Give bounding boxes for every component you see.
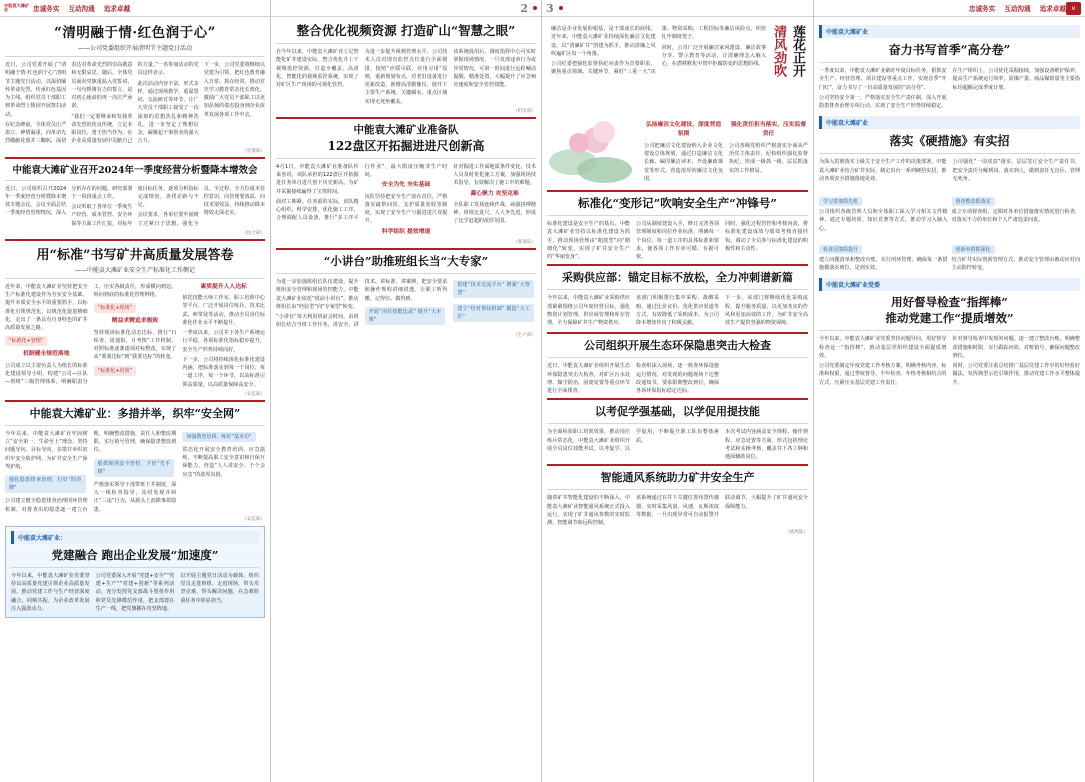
page-number-group-2 xyxy=(520,2,537,15)
p1-bottom-section: 中能袁大滩矿业： xyxy=(11,531,259,544)
p4-card-tag-2: 检查反馈抓提升 xyxy=(819,245,862,254)
p1-bottom-title: 党建融合 跑出企业发展“加速度” xyxy=(51,547,219,562)
p1-news2-byline: （综合部） xyxy=(242,230,265,236)
masthead-p2 xyxy=(271,0,541,17)
p1-feature-body: 近年来，中能袁大滩矿业坚持把安全生产标准化建设作为夯实安全基础、提升本质安全水平的重要抓手，以标准化引领规范化，以规范化促进精细化，走出了一条具有自身特色的矿井高质量发展之路。 “标准化+管理” 机制健全规范落地 公司成立以主要负责人为组长的标准化建设领导小组，构建“公司—区队—班组”三级管理体系，明确职责分工，压实各级责任，形成横向到边、纵向到底的标准化管理网络。 “标准化+现场” 精益求精追求极致 坚持现场标准化动态达标，推行“日检查、周通报、月考核”工作机制，对照标准逐条逐项对标整改，实现了从“要我达标”到“我要达标”的转变。 “标准化+培训” 素质提升人人达标 依托技能大师工作室、职工培训中心等平台，广泛开展岗位练兵、技术比武、师带徒等活动，推动全员岗位标准化作业水平不断提升。 一季度以来，公司井下各生产系统运行平稳，各项标准化指标稳步提升，安全生产形势持续向好。 下一步，公司将持续深化标准化建设内涵，把标准落实到每一个岗位、每一道工序、每一个环节，以高标准引领高质量，以高质量保障高安全。 xyxy=(5,283,265,388)
p2-news2-tag-1: 搭建“技术交流平台” 增强“大智慧” xyxy=(453,280,534,298)
p2-news1-byline: （准备队） xyxy=(513,240,536,246)
p4-p3-body: 今年以来，中能袁大滩矿业党委坚持问题导向，用好督导检查这一“指挥棒”，推动基层党组织建设全面提质增效。 公司党委制定年度党建工作考核方案，明确考核内容、标准和权重，通过季度督导、半年检查、年终考核相结合的方式，压紧压实基层党建工作责任。 针对督导检查中发现的问题，逐一建立整改台账，明确整改措施和时限，实行跟踪问效、对账销号，确保问题整改到位。 同时，公司党委注重总结推广基层党建工作中的好经验好做法，发挥典型示范引领作用，推动党建工作水平整体提升。 xyxy=(819,336,1080,386)
p3-lead-body: 廉洁是企业发展的根基，是干部成长的底线。近年来，中能袁大滩矿业持续深化廉洁文化建设，以“清廉矿井”创建为抓手，推动清廉之风吹遍矿区每一个角落。 公司纪委把强化监督执纪问责作为首要职责，聚焦重点领域、关键环节，紧盯“三重一大”决策、物资采购、工程招标等廉洁风险点，织密扎牢制度笼子。 同时，公司广泛开展廉洁家风建设、廉洁故事分享、警示教育等活动，让清廉理念入脑入心，在潜移默化中筑牢拒腐防变的思想防线。 xyxy=(551,26,767,76)
p1-news2-body: 近日，公司组织召开2024年一季度经营分析暨降本增效专题会议。会议全面总结一季度经营管理情况，深入分析存在的问题，研究部署下一阶段重点工作。 会议听取了各单位一季度生产经营、成本管控、安全环保等方面工作汇报，对标年度目标任务，逐项分析指标完成情况，查找差距与不足。 会议要求，各单位要牢固树立过紧日子思想，强化全员、全过程、全方位成本管控意识，向管理要效益、向技术要效益，持续推动降本增效走深走实。 xyxy=(5,185,265,227)
p1-lead-body: 近日，公司党委开展了“清明融于情·红色润于心”清明节主题党日活动，以深切缅怀革命先烈、传承红色基因为主线，组织党员干部职工到革命烈士陵园开展祭扫活动。 在纪念碑前，全体党员庄严肃立、神情凝重，向革命先烈敬献花篮并三鞠躬，深切表达对革命先烈的崇高敬意和无限哀思。随后，全体党员面向党旗重温入党誓词，一句句铿锵有力的誓言，是对初心使命的再一次庄严承诺。 “我们一定要继承和发扬革命先烈的优良传统，立足本职岗位，勇于担当作为，在企业高质量发展中贡献自己的力量。”一名参加活动的党员这样表示。 此次活动内容丰富、形式多样，通过现场教学、重温誓词、交流研讨等环节，让广大党员干部职工接受了一次深刻的思想洗礼和精神洗礼，进一步坚定了理想信念，凝聚起干事创业的强大合力。 下一步，公司党委将继续以党建为引领，把红色教育融入日常、抓在经常，推动党史学习教育常态化长效化，激励广大党员干部职工以更加昂扬的姿态投身到企业改革发展各项工作中去。 xyxy=(5,62,265,145)
p1-news3-tag-1: 狠抓现场安全管控，下好“先手棋” xyxy=(94,459,175,477)
p1-bottom-banner xyxy=(5,526,265,618)
page-number-group-3 xyxy=(546,2,563,15)
p4-sec2: 中能袁大滩矿业 xyxy=(819,116,1080,129)
slogan-1-p4: 忠诚务实 xyxy=(968,5,996,13)
slogan-3-p4: 追求卓越 xyxy=(1039,5,1066,13)
p2-lead-byline: （机电部） xyxy=(513,108,536,114)
page-dot-icon xyxy=(559,6,563,10)
p3-s1-title: 标准化“变形记”吹响安全生产“冲锋号” xyxy=(578,196,777,210)
p1-news3-title: 中能袁大滩矿业：多措并举，织牢“安全网” xyxy=(29,406,241,420)
slogan-2: 互动沟通 xyxy=(68,5,95,13)
p2-news1-tag-2: 凝心聚力 攻坚克难 xyxy=(470,190,519,197)
p4-sec3: 中能袁大滩矿业党委 xyxy=(819,278,1080,291)
p2-lead-title: 整合优化视频资源 打造矿山“智慧之眼” xyxy=(296,23,516,38)
masthead-slogans-p4 xyxy=(969,3,1066,13)
page-number-3: 3 xyxy=(546,1,554,15)
p1-feature-byline: （安监部） xyxy=(242,391,265,397)
p4-card-tag-3: 创新举措抓深化 xyxy=(952,245,995,254)
p3-highlight-1: 弘扬廉洁文化建设，深度营造氛围 公司把廉洁文化建设纳入企业文化建设总体规划，通过打造廉洁文化长廊、编印廉洁读本、开设廉政课堂等形式，营造浓厚的廉洁文化氛围。 强化责任担当落实，压实监督责任 公司各级党组织严格落实全面从严治党主体责任，纪检组织强化监督执纪，形成一级抓一级、层层抓落实的工作格局。 xyxy=(644,122,808,182)
p3-s4-body: 为全面检验职工培训效果，推动岗位练兵常态化，中能袁大滩矿业组织开展全员岗位技能考试，以考促学、以学促用，不断提升职工队伍整体素质。 本次考试内容涵盖安全规程、操作规程、应急处置等方面，形式包括理论考试和实操考核，覆盖井下各工种和地面辅助岗位。 xyxy=(547,429,808,460)
p4-t3: 用好督导检查“指挥棒” xyxy=(891,295,1008,310)
page-dot-icon xyxy=(533,6,537,10)
lotus-illustration xyxy=(547,121,639,187)
p1-news2-title: 中能袁大滩矿业召开2024年一季度经营分析暨降本增效会 xyxy=(12,164,258,176)
slogan-2-p4: 互动沟通 xyxy=(1004,5,1031,13)
page-number-2: 2 xyxy=(520,1,528,15)
p1-feature-tag-0: “标准化+管理” xyxy=(5,336,47,346)
p1-news3-body: 今年以来，中能袁大滩矿业牢固树立“安全第一、生命至上”理念，坚持问题导向、目标导向，多措并举织密织牢安全防护网，为矿井安全生产保驾护航。 强化隐患排查治理，打好“防范牌” 公司建立健全隐患排查治理闭环管理机制，对排查出的隐患逐一建立台账，明确整改措施、责任人和整改期限，实行销号管理，确保隐患整改到位。 狠抓现场安全管控，下好“先手棋” 严格落实领导干部带班下井制度，深入一线检查指导，及时发现并纠正“三违”行为，从源头上消除事故隐患。 加强教育培训，练好“基本功” 常态化开展安全教育培训、应急演练，不断提高职工安全意识和自保互保能力，营造“人人讲安全、个个会应急”的浓厚氛围。 xyxy=(5,430,265,513)
p2-news2-body: 为进一步加强班组长队伍建设，提升班组安全管理和现场管控能力，中能袁大滩矿业依托“班前小讲台”，推动班组长由“经验型”向“专家型”转变。 “小讲台”每天利用班前会时间，由班组长结合当班工作任务，讲安全、讲技术、讲标准、讲案例，把安全要求和操作规程讲细讲透，让职工听得懂、记得住、做得到。 开展“岗位技能比武” 提升“大本领” 搭建“技术交流平台” 增强“大智慧” 建立“结对帮扶机制” 锻造“大工匠” xyxy=(276,278,536,330)
p4-t1: 奋力书写首季“高分卷” xyxy=(888,43,1011,57)
p2-lead-body: 自今年以来，中能袁大滩矿业立足智能化矿井建设实际，整合优化井上下视频监控资源，打造全覆盖、高清化、智能化的视频监控系统，实现了对矿区生产现场的可视化管控。 为进一步提升视频管理水平，公司技术人员对现有监控点位进行全面摸排，按照“应联尽联、应用尽用”原则，重新规划布点，对老旧设备进行更新改造，新增高清摄像仪，使井下主要生产系统、关键硐室、重点区域实现无死角覆盖。 该系统投用后，调度指挥中心可实时掌握现场情况，一旦发现违章行为或异常情况，可第一时间进行远程喊话提醒、精准处置，大幅提升了应急响应速度和安全管控效能。 xyxy=(276,49,536,105)
p4-card-tag-0: 学习贯彻抓先机 xyxy=(819,197,862,206)
masthead-p4 xyxy=(814,0,1085,17)
p3-s2-body: 今年以来，中能袁大滩矿业采购供应部紧紧围绕公司年度经营目标，强化物资计划管理、供应商管理和库存管理，全力保障矿井生产物资供应。 该部门积极推行集中采购、战略采购，通过比价议价、优化供应渠道等方式，有效降低了采购成本，为公司降本增效作出了积极贡献。 下一步，该部门将继续优化采购流程，提升服务质量，以更加务实的作风和更加高效的工作，为矿井安全高效生产提供坚强的物资保障。 xyxy=(547,295,808,326)
p1-news3-tag-2: 加强教育培训，练好“基本功” xyxy=(182,432,255,442)
p1-bottom-body: 今年以来，中能袁大滩矿业党委坚持以高质量党建引领企业高质量发展，推动党建工作与生产经营深度融合、同频共振，为企业改革发展注入强劲动力。 公司党委深入开展“党建+安全”“党建+生产”“党建+创新”等系列活动，充分发挥党支部战斗堡垒作用和党员先锋模范作用，把支部建在生产一线，把党旗插在攻坚阵地。 以开展主题党日活动为载体，组织党员走进班组、走进现场，带头攻坚克难，带头解决问题，在急难险重任务中彰显担当。 xyxy=(11,572,259,612)
p3-poem-header xyxy=(547,21,808,121)
p1-feature-head-0: 机制健全规范落地 xyxy=(23,351,70,358)
p2-news1-title: 中能袁大滩矿业准备队 xyxy=(353,123,459,136)
p4-sec1: 中能袁大滩矿业 xyxy=(819,25,1080,38)
slogan-3: 追求卓越 xyxy=(103,5,131,13)
p2-news1-body: 4月1日，中能袁大滩矿业准备队传来喜讯，该队承担的122盘区开拓掘进任务单月进尺创下历史新高，为矿井采掘接续赢得了宝贵时间。 面对工期紧、任务重的实际，该队精心组织、科学安排，优化施工工序，合理调配人员设备，推行“多工序平行作业”，最大限度压缩非生产时间。 安全为先 夯实基础 该队坚持把安全生产放在首位，严格落实敲帮问顶、支护质量验收等制度，实现了安全生产与掘进进尺双提升。 科学组织 提效增速 针对掘进工作面地质条件变化，技术人员及时优化施工方案，加强现场技术指导，有效解决了施工中的难题。 凝心聚力 攻坚克难 全队职工发扬连续作战、顽强拼搏精神，班班比进尺、人人争先进，形成了比学赶超的浓厚氛围。 xyxy=(276,163,536,237)
p1-feature-title: 用“标准”书写矿井高质量发展答卷 xyxy=(36,247,234,263)
p2-news1-tag-1: 科学组织 提效增速 xyxy=(381,228,431,235)
masthead-p1 xyxy=(0,0,270,17)
p3-s2-title: 采购供应部：锚定目标不放松，全力冲刺谱新篇 xyxy=(562,271,793,285)
p2-news2-tag-2: 建立“结对帮扶机制” 锻造“大工匠” xyxy=(453,304,534,322)
p1-lead-byline: （党群部） xyxy=(242,148,265,154)
page-1 xyxy=(0,0,271,782)
masthead-logo: 中能袁大滩矿业 xyxy=(4,2,30,12)
masthead-slogans xyxy=(33,3,130,13)
p1-lead-title: “清明融于情·红色润于心” xyxy=(54,25,216,41)
p3-poem-title-1: 清风劲吹 xyxy=(771,25,787,77)
p1-news3-tag-0: 强化隐患排查治理，打好“防范牌” xyxy=(5,475,86,493)
p4-card-text-0: 公司组织各级管理人员和全体职工深入学习相关文件精神，通过专题培训、知识竞赛等方式，推动学习入脑入心。 xyxy=(819,209,948,232)
p4-card-text-2: 建立问题清单和整改台账，实行闭环管理，确保每一条措施都落实到位、见到实效。 xyxy=(819,256,948,271)
p4-card-tag-1: 督查整改抓落实 xyxy=(952,197,995,206)
p1-feature-tag-1: “标准化+现场” xyxy=(94,303,136,313)
slogan-1: 忠诚务实 xyxy=(33,5,60,13)
page-3 xyxy=(542,0,814,782)
p4-card-text-3: 结合矿井实际创新管理方式，推动安全管理由被动应对向主动防控转变。 xyxy=(951,256,1080,271)
p3-s1-body: 标准化建设是安全生产的基石。中能袁大滩矿业坚持以标准化建设为抓手，推动现场管理由“粗放型”向“精细化”转变，实现了矿井安全生产的“华丽变身”。 公司从制度建设入手，修订完善各项管理制度和岗位作业标准，明确每一个岗位、每一道工序的具体标准和要求，使各项工作有章可循、有据可依。 同时，强化过程管控和考核问责，将标准化建设成效与绩效考核直接挂钩，调动了全员参与标准化建设的积极性和主动性。 xyxy=(547,221,808,260)
p4-card-text-1: 成立专项督查组，定期对各单位措施落实情况进行检查，对落实不力的单位和个人严肃追责问责。 xyxy=(951,209,1080,224)
p4-p2-body: 为深入贯彻落实上级关于安全生产工作的决策部署，中能袁大滩矿业结合矿井实际，制定出台一系列硬招实招，推动各项安全措施落地见效。 公司强化“一岗双责”落实，层层签订安全生产责任书，把安全责任分解到岗、落实到人，做到责任无盲区、管理无死角。 xyxy=(819,159,1080,182)
masthead-p3 xyxy=(542,0,813,17)
p2-news1-title2: 122盘区开拓掘进进尺创新高 xyxy=(327,138,485,153)
p4-p1-body: 一季度以来，中能袁大滩矿业紧盯年度目标任务，狠抓安全生产、经营管理、项目建设等重点工作，实现首季“开门红”，奋力书写了一份高质量发展的“高分卷”。 公司坚持安全第一，严格落实安全生产责任制，深入开展隐患排查治理专项行动，实现了安全生产形势持续稳定。 在生产组织上，公司优化采掘接续，加强设备维护保养，提高生产系统运行效率，原煤产量、商品煤销量等主要指标均超额完成季度计划。 xyxy=(819,68,1080,109)
p3-s3-body: 近日，中能袁大滩矿业组织开展生态环保隐患突击大检查，对矿区污水处理、煤尘防治、固废处置等重点环节进行全面排查。 检查组深入现场，逐一核查环保设施运行情况，对发现的问题现场下达整改通知书，要求限期整改到位，确保各项环保指标稳定达标。 xyxy=(547,363,719,394)
p1-feature-head-2: 素质提升人人达标 xyxy=(200,283,247,290)
p3-s4-title: 以考促学强基础，以学促用提技能 xyxy=(595,405,760,419)
p3-s5-byline: （通风队） xyxy=(785,530,808,536)
p2-news1-tag-0: 安全为先 夯实基础 xyxy=(381,182,431,189)
masthead-badge-icon: M xyxy=(1066,2,1081,15)
p2-news2-byline: （生产部） xyxy=(513,332,536,338)
p3-s5-body: 随着矿井智能化建设的不断深入，中能袁大滩矿业智能通风系统正式投入运行，实现了矿井通风参数的实时监测、智能调节和远程控制。 该系统通过在井下关键位置布置传感器，实时采集风量、风速、瓦斯浓度等数据，一旦出现异常可自动报警并联动调节，大幅提升了矿井通风安全保障能力。 xyxy=(547,495,808,526)
p3-s5-title: 智能通风系统助力矿井安全生产 xyxy=(600,471,755,485)
p3-poem-title-2: 莲花正开 xyxy=(790,25,805,77)
p1-feature-head-1: 精益求精追求极致 xyxy=(111,318,159,325)
p4-t2: 落实《硬措施》有实招 xyxy=(889,134,1010,149)
p3-s3-title: 公司组织开展生态环保隐患突击大检查 xyxy=(584,339,771,353)
page-4 xyxy=(814,0,1085,782)
p2-news2-tag-0: 开展“岗位技能比武” 提升“大本领” xyxy=(365,307,446,325)
p1-lead-subtitle: ——公司党委组织开展清明节主题党日活动 xyxy=(77,45,192,52)
page-2 xyxy=(271,0,542,782)
p1-feature-tag-2: “标准化+培训” xyxy=(94,366,136,376)
p1-news3-byline: （安监部） xyxy=(242,516,265,522)
p2-news2-title: “小讲台”助推班组长当“大专家” xyxy=(323,254,489,269)
p1-feature-subtitle: ——中能袁大滩矿业安全生产标准化工作侧记 xyxy=(74,266,195,274)
p4-t3b: 推动党建工作“提质增效” xyxy=(885,311,1014,326)
